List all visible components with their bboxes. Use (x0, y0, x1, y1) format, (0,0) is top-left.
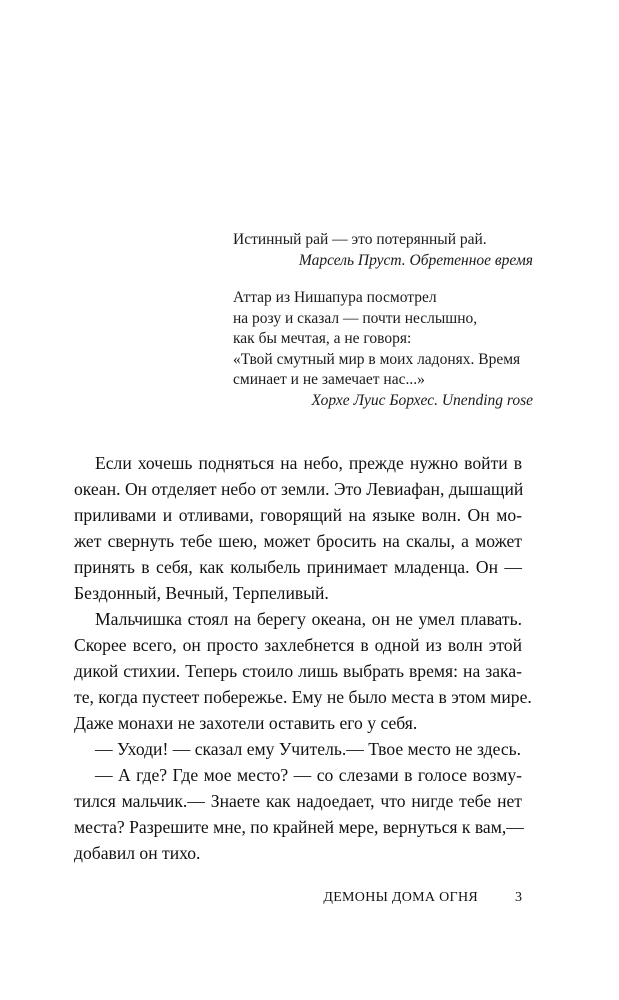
text-line: принять в себя, как колыбель принимает младенца. Он — (74, 557, 522, 577)
body-text (74, 450, 532, 866)
text-line: те, когда пустеет побережье. Ему не было места в этом мире. (74, 687, 532, 707)
epigraph-line: как бы мечтая, а не говоря: (233, 330, 412, 347)
epigraph-line: Истинный рай — это потерянный рай. (233, 231, 487, 248)
text-line: места? Разрешите мне, по крайней мере, вернуться к вам,— (74, 817, 524, 837)
epigraph-attribution: Хорхе Луис Борхес. Unending rose (311, 391, 533, 409)
text-line: приливами и отливами, говорящий на языке волн. Он мо- (74, 505, 522, 525)
epigraph-proust (233, 230, 533, 271)
text-line: океан. Он отделяет небо от земли. Это Левиафан, дышащий (74, 479, 524, 499)
text-line: жет свернуть тебе шею, может бросить на скалы, а может (74, 531, 522, 551)
text-line: тился мальчик.— Знаете как надоедает, что нигде тебе нет (74, 791, 522, 811)
text-line: добавил он тихо. (74, 843, 201, 863)
text-line: Если хочешь подняться на небо, прежде нужно войти в (95, 453, 522, 473)
epigraph-line: сминает и не замечает нас...» (233, 371, 425, 388)
epigraph-borges (233, 288, 533, 411)
text-line: Бездонный, Вечный, Терпеливый. (74, 583, 329, 603)
epigraph-line: на розу и сказал — почти неслышно, (233, 309, 478, 327)
text-line: Даже монахи не захотели оставить его у себя. (74, 713, 418, 733)
epigraph-line: Аттар из Нишапура посмотрел (233, 289, 437, 306)
text-line: Скорее всего, он просто захлебнется в одной из волн этой (74, 635, 522, 655)
text-line: — Уходи! — сказал ему Учитель.— Твое место не здесь. (95, 739, 522, 759)
epigraph-attribution: Марсель Пруст. Обретенное время (298, 251, 533, 269)
running-title: ДЕМОНЫ ДОМА ОГНЯ (323, 890, 478, 905)
epigraph-line: «Твой смутный мир в моих ладонях. Время (233, 350, 521, 368)
text-line: — А где? Где мое место? — со слезами в голосе возму- (95, 765, 522, 785)
text-line: Мальчишка стоял на берегу океана, он не умел плавать. (95, 609, 522, 629)
text-line: дикой стихии. Теперь стоило лишь выбрать время: на зака- (74, 661, 522, 681)
page-number: 3 (515, 890, 522, 905)
